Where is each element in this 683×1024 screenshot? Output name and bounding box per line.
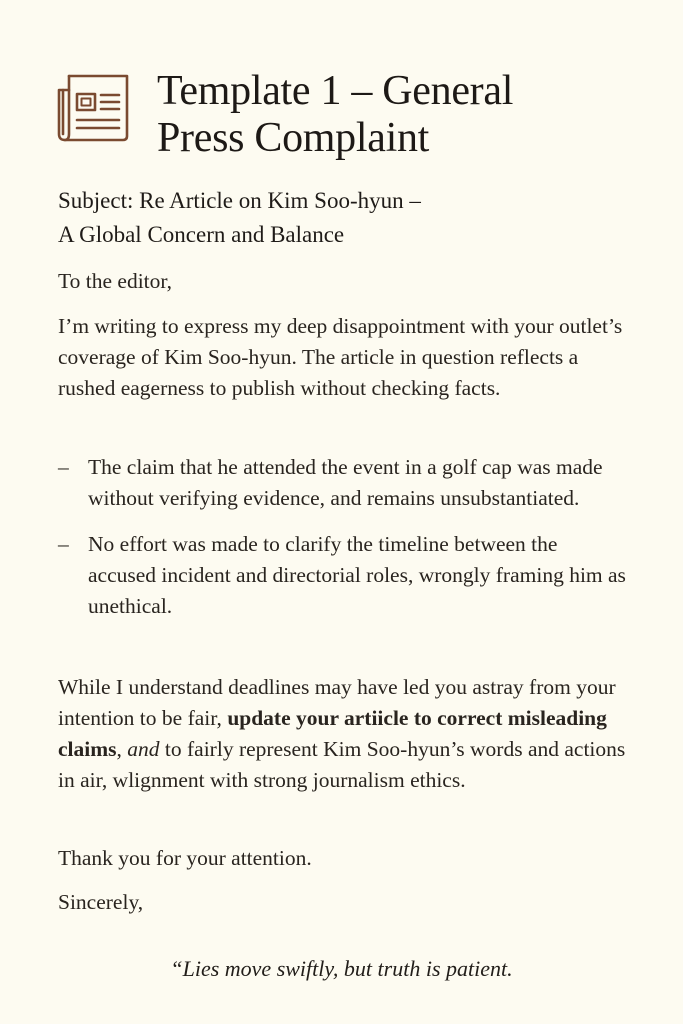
request-text-2: , xyxy=(116,737,128,761)
request-paragraph xyxy=(58,672,628,796)
title-line-2: Press Complaint xyxy=(157,115,430,161)
request-text-1: While I understand deadlines may have led you astray from your intention to be fair, xyxy=(58,675,616,730)
subject-line-1: Subject: Re Article on Kim Soo-hyun – xyxy=(58,188,421,213)
subject-line-2: A Global Concern and Balance xyxy=(58,222,345,247)
list-item xyxy=(58,529,628,622)
bullet-dash: – xyxy=(58,455,69,479)
bullet-text: The claim that he attended the event in a golf cap was made without verifying evidence, and remains unsubstantiated. xyxy=(88,455,603,510)
request-italic: and xyxy=(127,737,160,761)
request-text-3: to fairly represent Kim Soo-hyun’s words and actions in air, wlignment with strong journalism ethics. xyxy=(58,737,626,792)
subject-line xyxy=(58,184,538,252)
bullet-list xyxy=(58,452,628,637)
header xyxy=(55,68,635,162)
thanks-line: Thank you for your attention. xyxy=(58,846,312,870)
list-item xyxy=(58,452,628,514)
request-bold: update your artiicle to correct misleading claims xyxy=(58,706,607,761)
title-line-1: Template 1 – General xyxy=(157,68,514,114)
bullet-text: No effort was made to clarify the timeline between the accused incident and directorial roles, wrongly framing him as unethical. xyxy=(88,532,626,618)
page-title xyxy=(157,68,513,162)
newspaper-icon xyxy=(55,70,133,144)
intro-paragraph: I’m writing to express my deep disappointment with your outlet’s coverage of Kim Soo-hyun. The article in question reflects a rushed eagerness to publish without checking facts. xyxy=(58,314,623,400)
greeting: To the editor, xyxy=(58,269,173,293)
signoff: Sincerely, xyxy=(58,890,144,914)
closing-quote: “Lies move swiftly, but truth is patient. xyxy=(170,956,513,981)
bullet-dash: – xyxy=(58,532,69,556)
